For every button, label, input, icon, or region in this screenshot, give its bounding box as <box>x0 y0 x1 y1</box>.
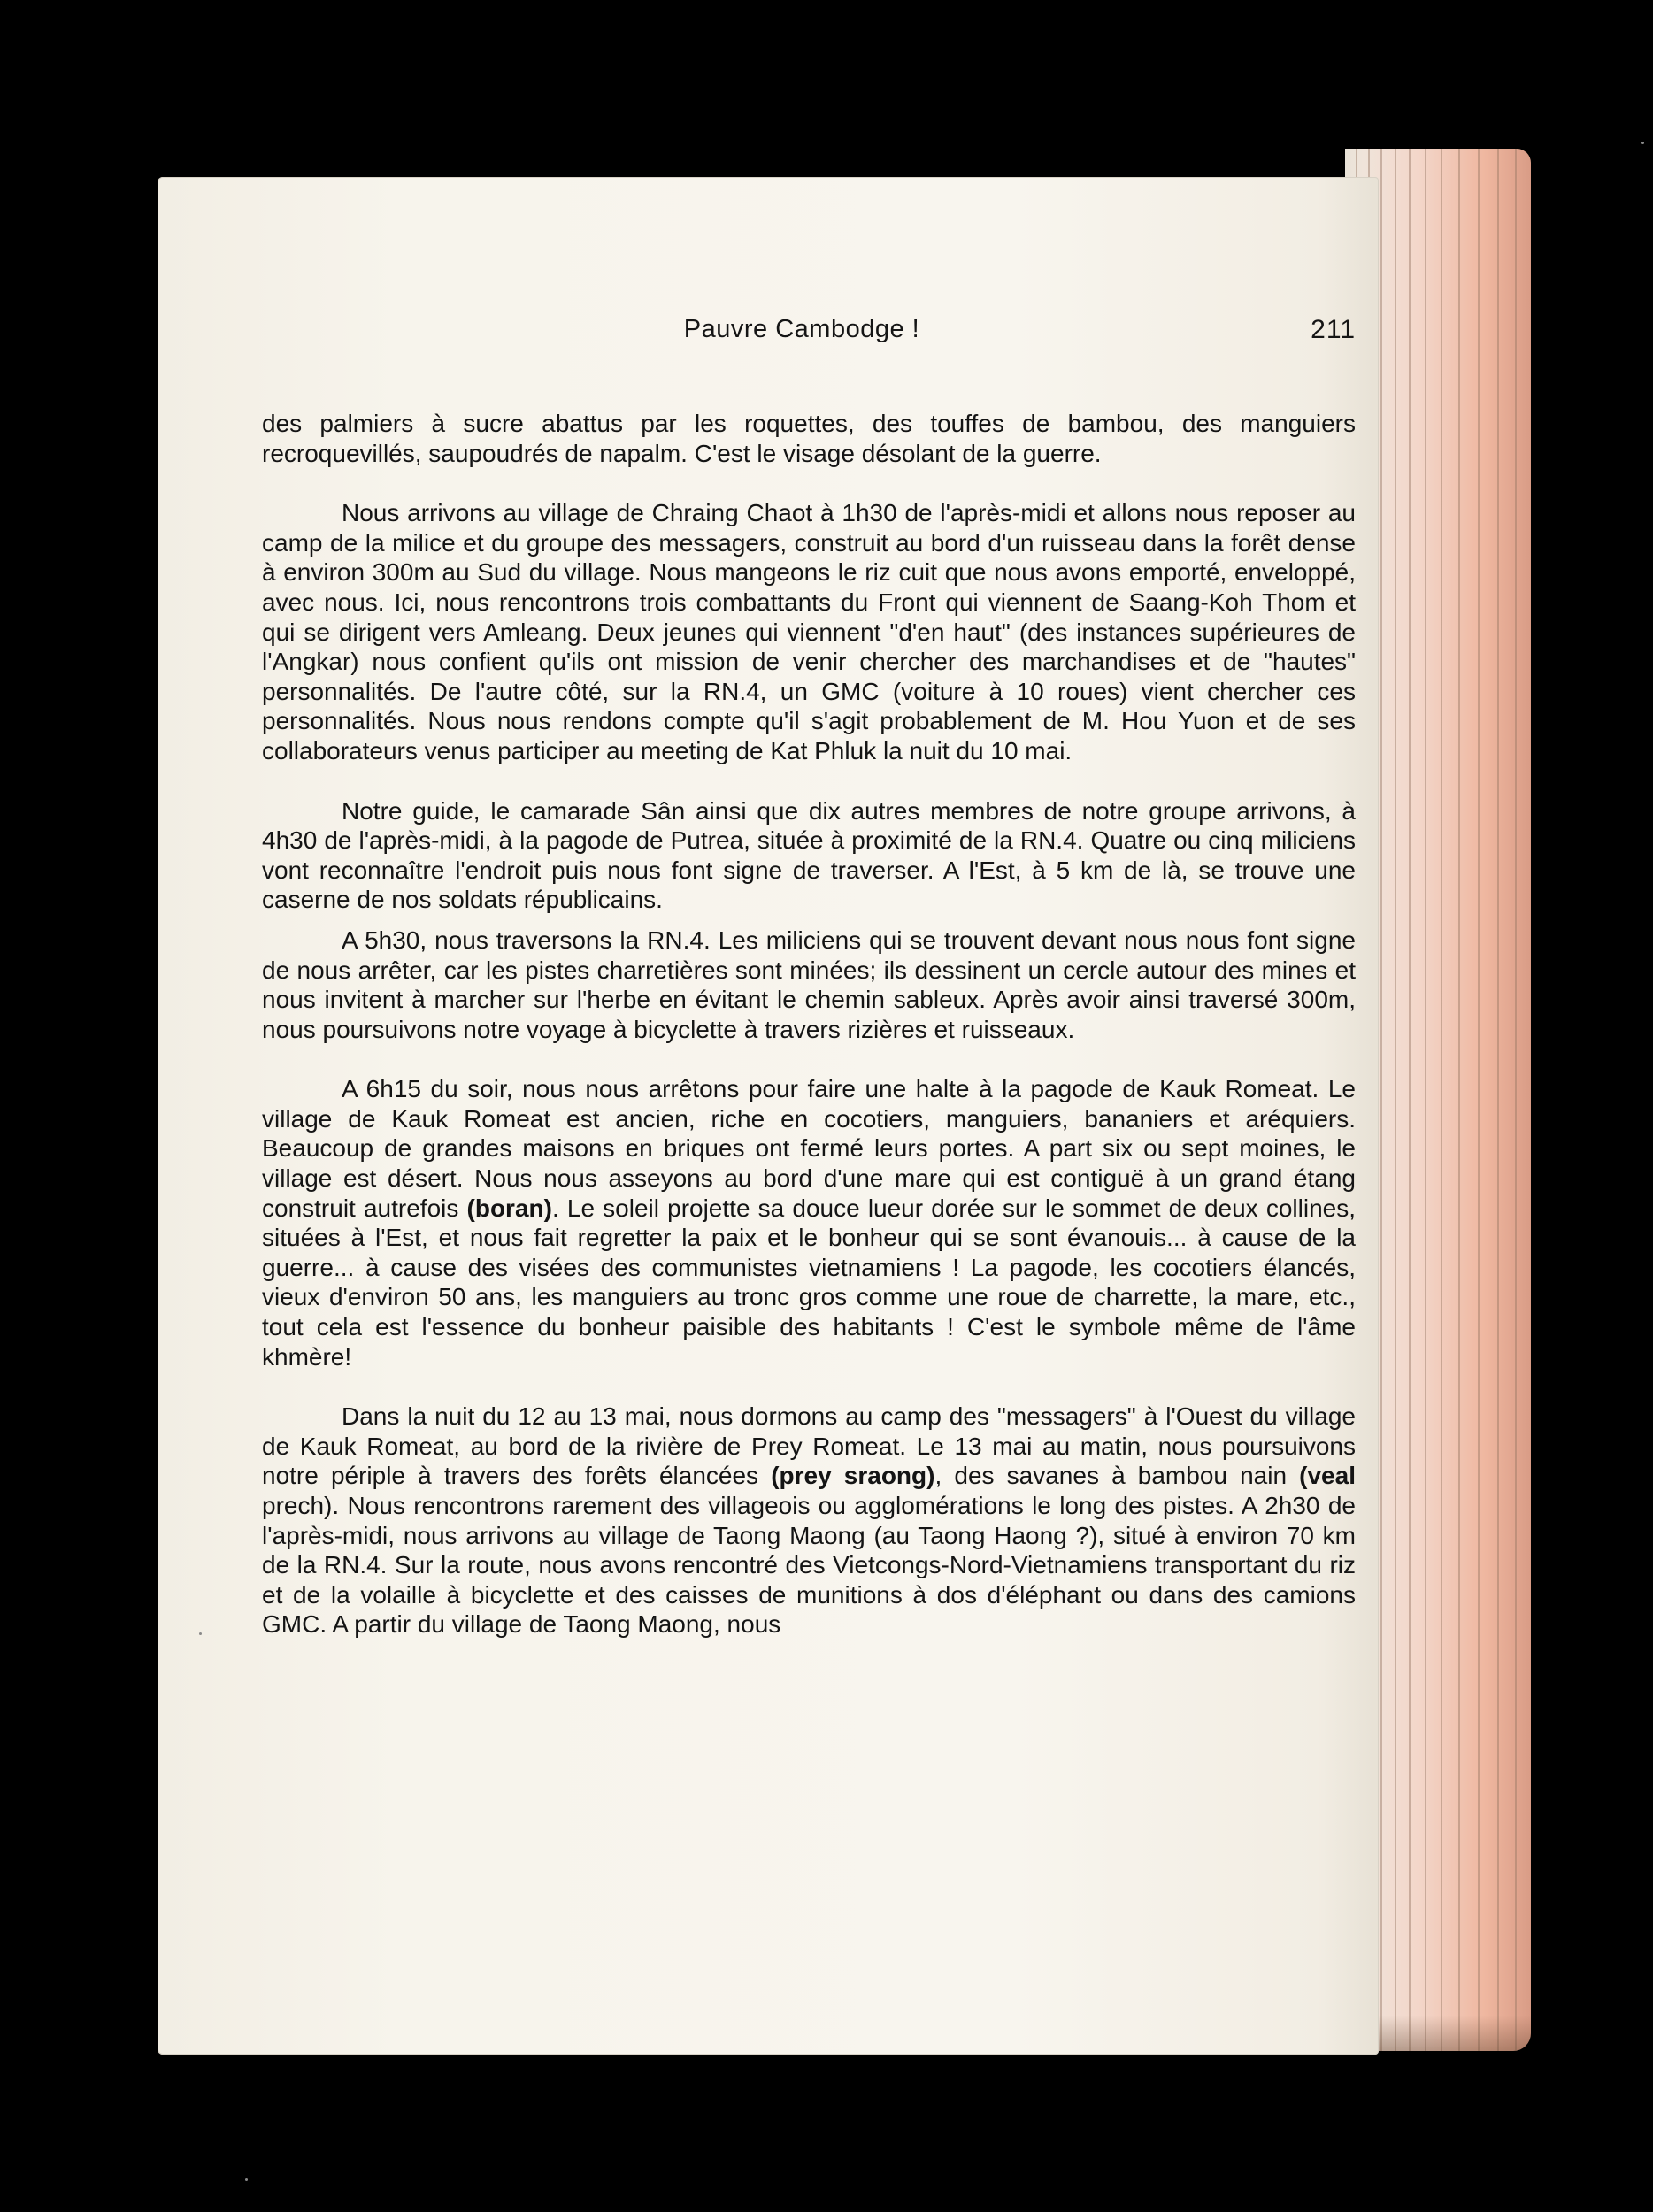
paragraph: des palmiers à sucre abattus par les roquettes, des touffes de bambou, des manguiers recroquevillés, saupoudrés de napalm. C'est le visage désolant de la guerre. <box>262 410 1356 467</box>
page-number: 211 <box>1311 315 1356 344</box>
paragraph-text: , des savanes à bambou nain <box>934 1462 1300 1490</box>
paragraph: Notre guide, le camarade Sân ainsi que dix autres membres de notre groupe arrivons, à 4h30 de l'après-midi, à la pagode de Putrea, située à proximité de la RN.4. Quatre ou cinq miliciens vont reconnaître l'endroit puis nous font signe de traverser. A l'Est, à 5 km de là, se trouve une caserne de nos soldats républicains. <box>262 796 1356 914</box>
paragraph <box>262 1074 1356 1371</box>
running-header <box>262 315 1356 357</box>
paragraph: Nous arrivons au village de Chraing Chaot à 1h30 de l'après-midi et allons nous reposer au camp de la milice et du groupe des messagers, construit au bord d'un ruisseau dans la forêt dense à environ 300m au Sud du village. Nous mangeons le riz cuit que nous avons emporté, enveloppé, avec nous. Ici, nous rencontrons trois combattants du Front qui viennent de Saang-Koh Thom et qui se dirigent vers Amleang. Deux jeunes qui viennent "d'en haut" (des instances supérieures de l'Angkar) nous confient qu'ils ont mission de venir chercher des marchandises et de "hautes" personnalités. De l'autre côté, sur la RN.4, un GMC (voiture à 10 roues) vient chercher ces personnalités. Nous nous rendons compte qu'il s'agit probablement de M. Hou Yuon et de ses collaborateurs venus participer au meeting de Kat Phluk la nuit du 10 mai. <box>262 499 1356 764</box>
paragraph-text: A 6h15 du soir, nous nous arrêtons pour faire une halte à la pagode de Kauk Romeat. Le village de Kauk Romeat est ancien, riche en cocotiers, manguiers, bananiers et aréquiers. Beaucoup de grandes maisons en briques ont fermé leurs portes. A part six ou sept moines, le village est désert. Nous nous asseyons au bord d'une mare qui est contiguë à un grand étang construit autrefois <box>262 1075 1356 1222</box>
bold-term: (veal <box>1299 1462 1356 1490</box>
dust-speck <box>1641 142 1644 144</box>
dust-speck <box>245 2178 248 2181</box>
paragraph-text: prech). Nous rencontrons rarement des villageois ou agglomérations le long des pistes. A 2h30 de l'après-midi, nous arrivons au village de Taong Maong (au Taong Haong ?), situé à environ 70 km de la RN.4. Sur la route, nous avons rencontré des Vietcongs-Nord-Vietnamiens transportant du riz et de la volaille à bicyclette et des caisses de munitions à dos d'éléphant ou dans des camions GMC. A partir du village de Taong Maong, nous <box>262 1492 1356 1639</box>
dust-speck <box>199 1632 202 1635</box>
paragraph: A 5h30, nous traversons la RN.4. Les miliciens qui se trouvent devant nous nous font signe de nous arrêter, car les pistes charretières sont minées; ils dessinent un cercle autour des mines et nous invitent à marcher sur l'herbe en évitant le chemin sableux. Après avoir ainsi traversé 300m, nous poursuivons notre voyage à bicyclette à travers rizières et ruisseaux. <box>262 926 1356 1043</box>
paragraph-text: Dans la nuit du 12 au 13 mai, nous dormons au camp des "messagers" à l'Ouest du village de Kauk Romeat, au bord de la rivière de Prey Romeat. Le 13 mai au matin, nous poursuivons notre périple à travers des forêts élancées <box>262 1402 1356 1490</box>
header-title: Pauvre Cambodge ! <box>683 315 920 343</box>
bold-term: (boran) <box>466 1194 552 1222</box>
paragraph-text: . Le soleil projette sa douce lueur dorée sur le sommet de deux collines, situées à l'Est, et nous fait regretter la paix et le bonheur qui se sont évanouis... à cause de la guerre... à cause des visées des communistes vietnamiens ! La pagode, les cocotiers élancés, vieux d'environ 50 ans, les manguiers au tronc gros comme une roue de charrette, la mare, etc., tout cela est l'essence du bonheur paisible des habitants ! C'est le symbole même de l'âme khmère! <box>262 1194 1356 1371</box>
body-text <box>262 409 1356 1640</box>
bold-term: (prey sraong) <box>771 1462 935 1490</box>
book-page <box>158 177 1379 2055</box>
paragraph <box>262 1402 1356 1640</box>
